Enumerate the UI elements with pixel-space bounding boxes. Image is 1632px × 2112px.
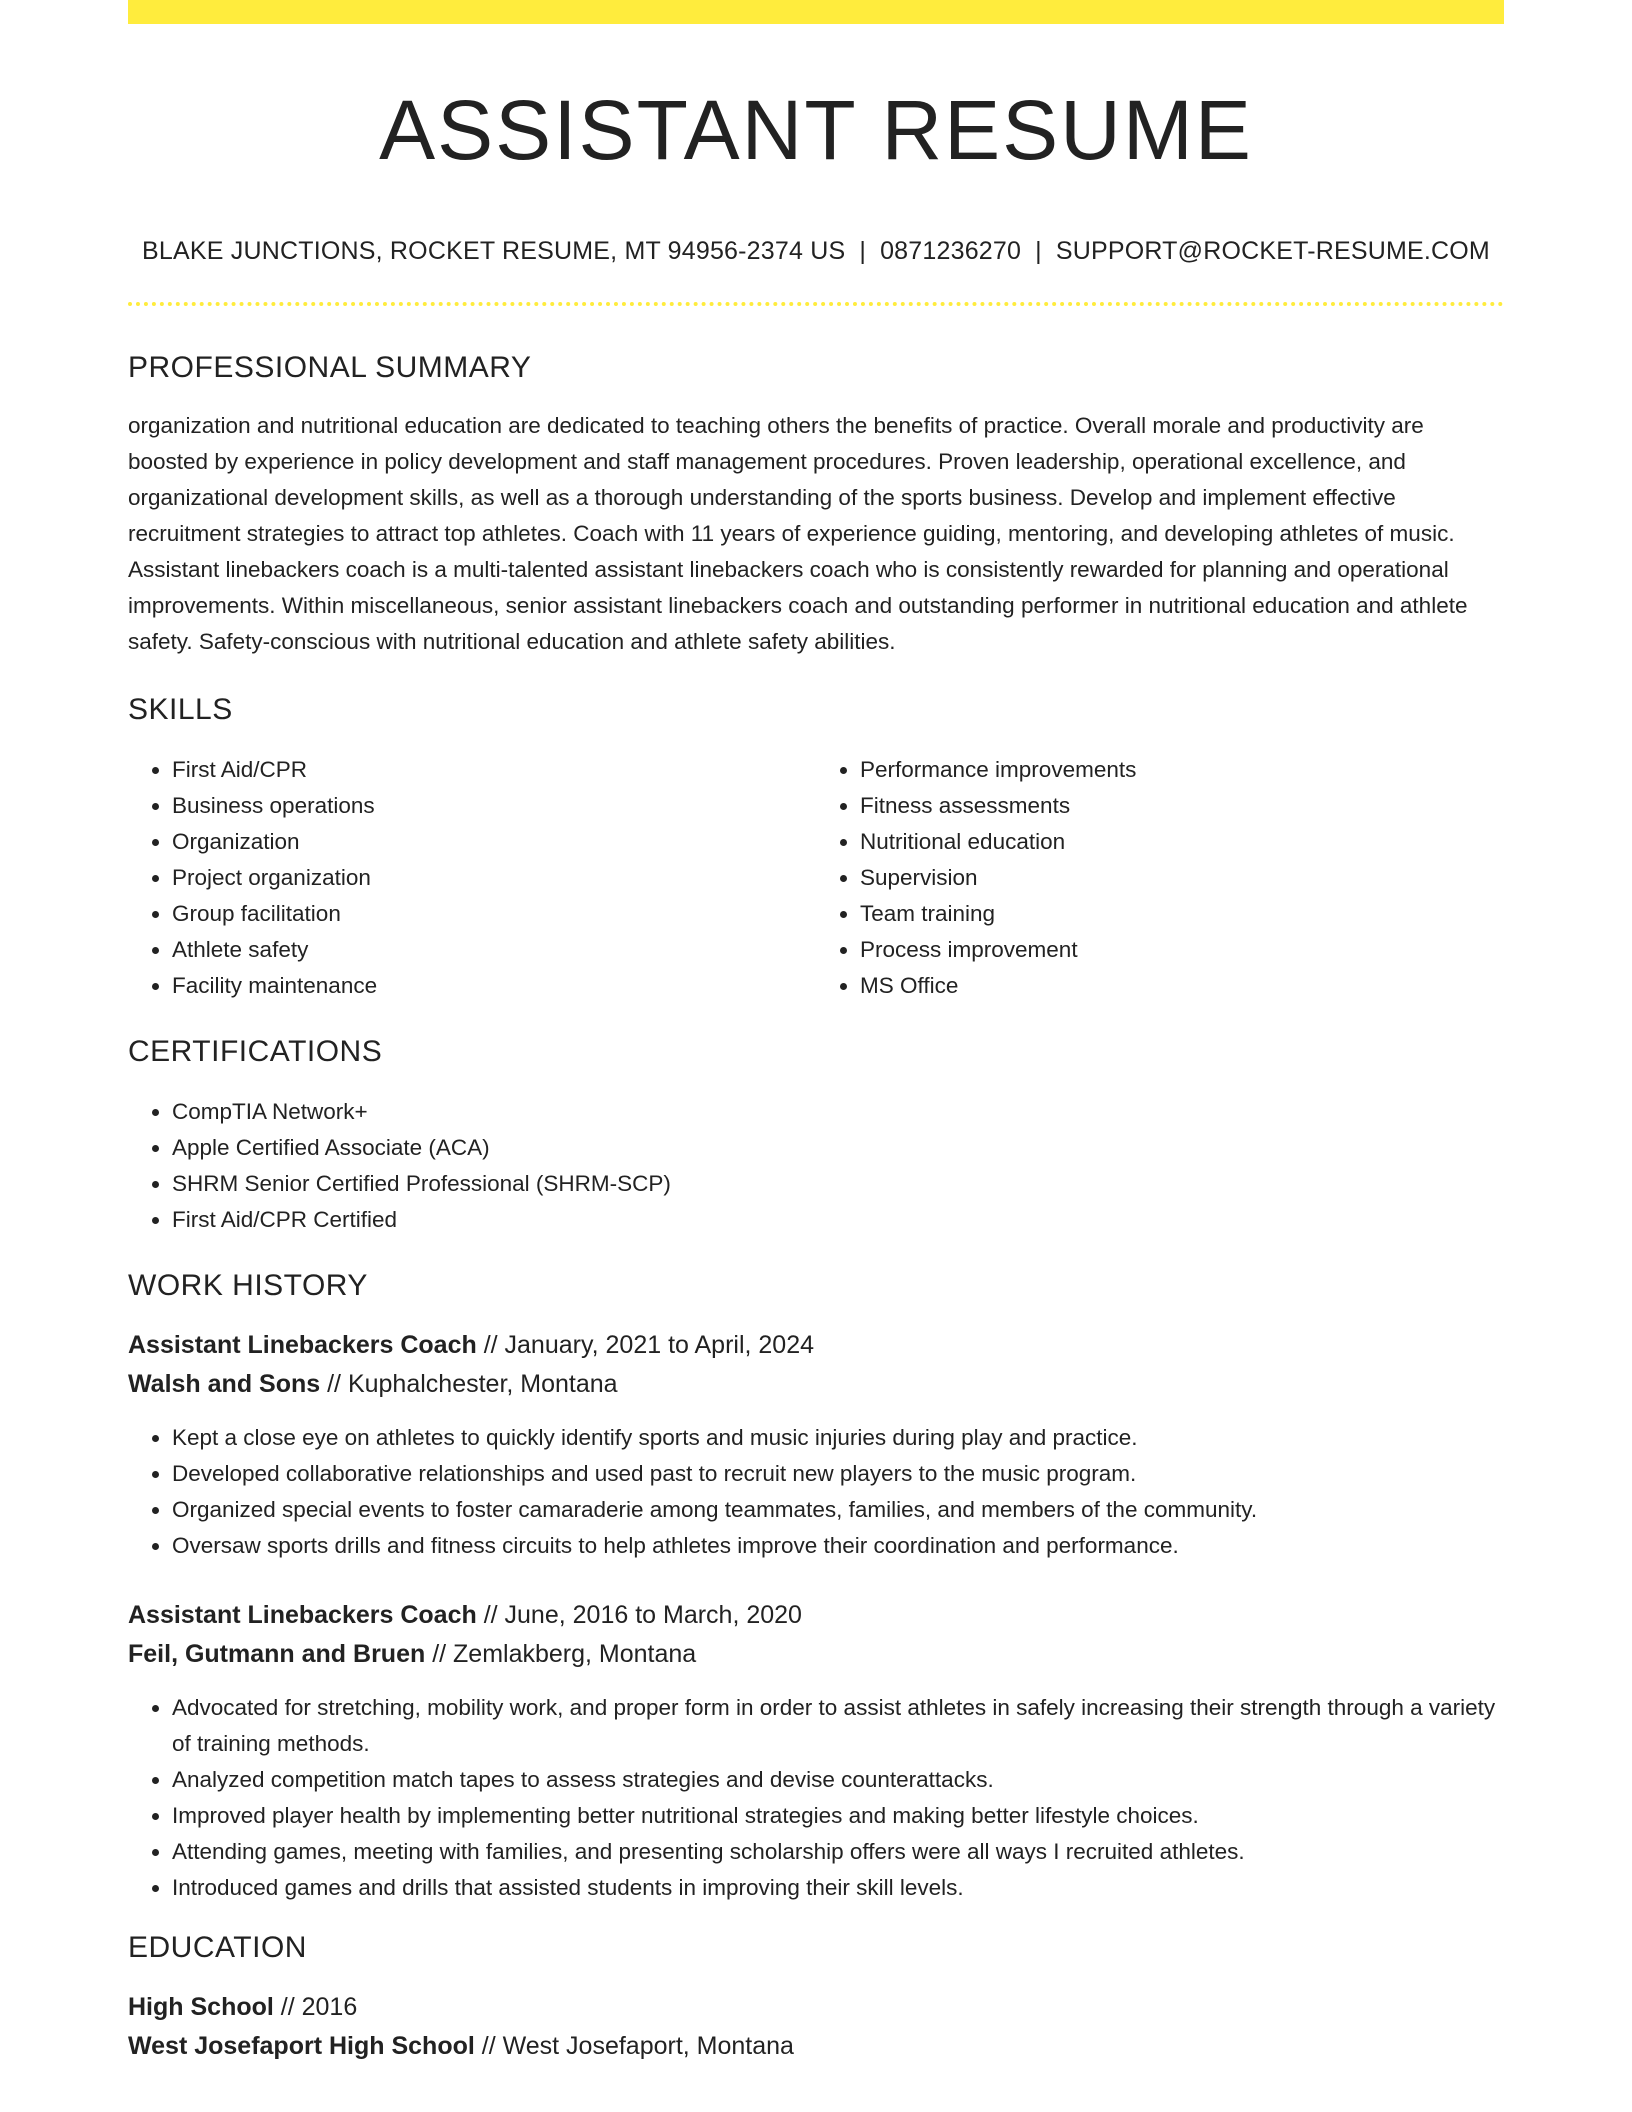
accent-top-bar: [128, 0, 1504, 24]
contact-phone[interactable]: 0871236270: [880, 237, 1022, 265]
skill-item: • Process improvement: [860, 932, 1504, 968]
job-location: // Zemlakberg, Montana: [425, 1640, 697, 1668]
job-dates: // January, 2021 to April, 2024: [476, 1331, 815, 1359]
skill-item: • Business operations: [172, 788, 816, 824]
skill-item: • Group facilitation: [172, 896, 816, 932]
summary-heading: PROFESSIONAL SUMMARY: [128, 351, 532, 384]
job-title-line: [128, 1596, 1504, 1635]
job-company: Walsh and Sons: [128, 1370, 321, 1398]
job-bullet: • Oversaw sports drills and fitness circuits to help athletes improve their coordination and performance.: [172, 1528, 1504, 1564]
contact-email[interactable]: SUPPORT@ROCKET-RESUME.COM: [1055, 237, 1490, 265]
job-company-line: [128, 1365, 1504, 1404]
job-location: // Kuphalchester, Montana: [320, 1370, 618, 1398]
skill-item: • Team training: [860, 896, 1504, 932]
skill-item: • Athlete safety: [172, 932, 816, 968]
resume-title: ASSISTANT RESUME: [379, 83, 1253, 177]
skill-item: • Performance improvements: [860, 752, 1504, 788]
education-degree-line: [128, 1988, 1504, 2027]
job-dates: // June, 2016 to March, 2020: [476, 1601, 802, 1629]
skill-item: • MS Office: [860, 968, 1504, 1004]
education-entry: [128, 1988, 1504, 2066]
job-title: Assistant Linebackers Coach: [128, 1331, 477, 1359]
education-school-line: [128, 2027, 1504, 2066]
job-bullet: • Improved player health by implementing better nutritional strategies and making better lifestyle choices.: [172, 1798, 1504, 1834]
education-heading: EDUCATION: [128, 1931, 307, 1964]
contact-address: BLAKE JUNCTIONS, ROCKET RESUME, MT 94956-2374 US: [142, 237, 846, 265]
contact-line: [128, 234, 1504, 268]
job-bullet: • Developed collaborative relationships and used past to recruit new players to the music program.: [172, 1456, 1504, 1492]
job-title-line: [128, 1326, 1504, 1365]
skill-item: • Supervision: [860, 860, 1504, 896]
education-degree: High School: [128, 1993, 274, 2021]
certification-item: • Apple Certified Associate (ACA): [172, 1130, 1504, 1166]
job-bullet: • Advocated for stretching, mobility work, and proper form in order to assist athletes in safely increasing their strength through a variety of training methods.: [172, 1690, 1504, 1762]
resume-page: [128, 0, 1504, 2066]
skills-list-left: [128, 752, 816, 1004]
job-bullets: [128, 1690, 1504, 1906]
job-bullet: • Introduced games and drills that assisted students in improving their skill levels.: [172, 1870, 1504, 1906]
skill-item: • Organization: [172, 824, 816, 860]
job-bullets: [128, 1420, 1504, 1564]
job-bullet: • Analyzed competition match tapes to assess strategies and devise counterattacks.: [172, 1762, 1504, 1798]
job-title: Assistant Linebackers Coach: [128, 1601, 477, 1629]
work-history-heading: WORK HISTORY: [128, 1269, 368, 1302]
skill-item: • Project organization: [172, 860, 816, 896]
skills-heading: SKILLS: [128, 693, 233, 726]
contact-separator: |: [1035, 237, 1042, 265]
education-year: // 2016: [273, 1993, 358, 2021]
dotted-divider: [128, 302, 1504, 306]
job-company-line: [128, 1635, 1504, 1674]
skill-item: • Facility maintenance: [172, 968, 816, 1004]
job-bullet: • Attending games, meeting with families, and presenting scholarship offers were all ways I recruited athletes.: [172, 1834, 1504, 1870]
job-entry: [128, 1326, 1504, 1564]
job-entry: [128, 1596, 1504, 1906]
skill-item: • First Aid/CPR: [172, 752, 816, 788]
certification-item: • CompTIA Network+: [172, 1094, 1504, 1130]
skills-list-right: [816, 752, 1504, 1004]
contact-separator: |: [859, 237, 867, 265]
job-company: Feil, Gutmann and Bruen: [128, 1640, 426, 1668]
certification-item: • First Aid/CPR Certified: [172, 1202, 1504, 1238]
certifications-heading: CERTIFICATIONS: [128, 1035, 383, 1068]
certification-item: • SHRM Senior Certified Professional (SHRM-SCP): [172, 1166, 1504, 1202]
job-bullet: • Kept a close eye on athletes to quickly identify sports and music injuries during play and practice.: [172, 1420, 1504, 1456]
skills-columns: [128, 752, 1504, 1004]
education-school: West Josefaport High School: [128, 2032, 475, 2060]
skill-item: • Nutritional education: [860, 824, 1504, 860]
education-location: // West Josefaport, Montana: [474, 2032, 794, 2060]
job-bullet: • Organized special events to foster camaraderie among teammates, families, and members of the community.: [172, 1492, 1504, 1528]
certifications-list: [128, 1094, 1504, 1238]
skill-item: • Fitness assessments: [860, 788, 1504, 824]
summary-text: organization and nutritional education are dedicated to teaching others the benefits of practice. Overall morale and productivity are boosted by experience in policy development and staff management procedures. Proven leadership, operational excellence, and organizational development skills, as well as a thorough understanding of the sports business. Develop and implement effective recruitment strategies to attract top athletes. Coach with 11 years of experience guiding, mentoring, and developing athletes of music. Assistant linebackers coach is a multi-talented assistant linebackers coach who is consistently rewarded for planning and operational improvements. Within miscellaneous, senior assistant linebackers coach and outstanding performer in nutritional education and athlete safety. Safety-conscious with nutritional education and athlete safety abilities.: [128, 413, 1468, 654]
